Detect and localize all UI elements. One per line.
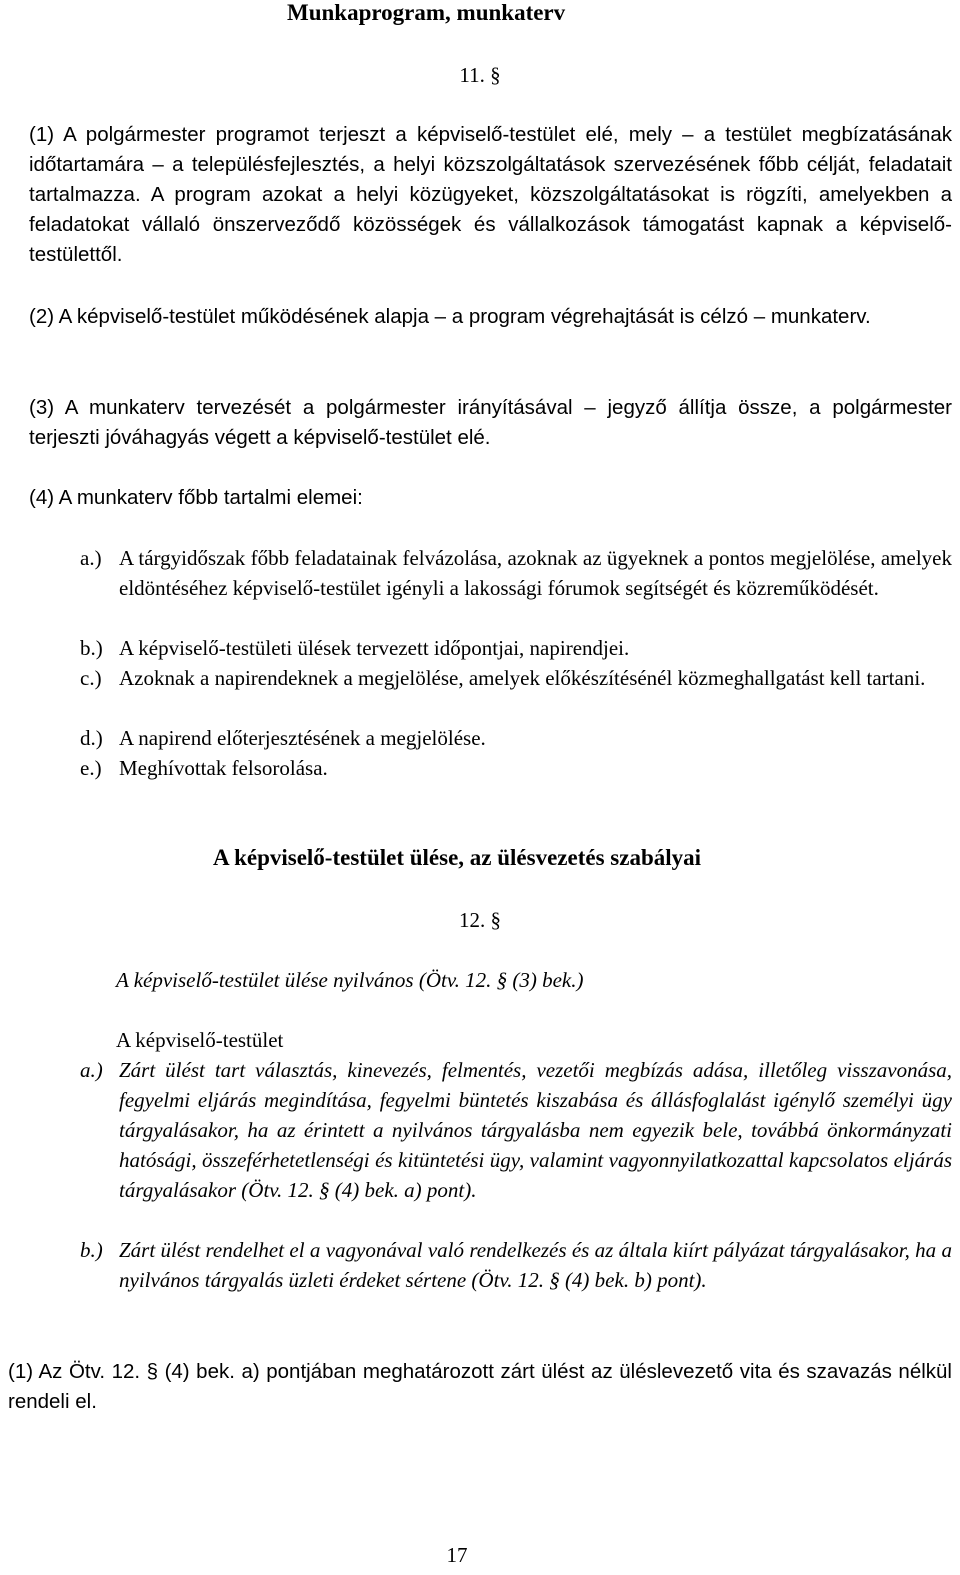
list-text: A képviselő-testületi ülések tervezett időpontjai, napirendjei. [119,636,630,660]
paragraph-1: (1) A polgármester programot terjeszt a képviselő-testület elé, mely – a testület megbízatásának időtartamára – a településfejlesztés, a helyi közszolgáltatások szervezésének főbb célját, feladatait tartalmazza. A program azokat a helyi közügyeket, közszolgáltatásokat is rögzíti, amelyekben a feladatokat vállaló önszerveződő közösségek és vállalkozások támogatást kapnak a képviselő-testülettől. [29,123,952,266]
list-marker: b.) [80,1238,103,1262]
list-marker: c.) [80,666,102,690]
page-number: 17 [446,1543,468,1567]
list-text: Azoknak a napirendeknek a megjelölése, amelyek előkészítésénél közmeghallgatást kell tartani. [119,666,926,690]
paragraph-4: (4) A munkaterv főbb tartalmi elemei: [29,486,363,509]
list-item [80,543,952,633]
list-item [80,723,952,753]
paragraph-subtitle: A képviselő-testület ülése nyilvános (Ötv. 12. § (3) bek.) [116,968,584,992]
list-item [80,1235,952,1325]
list-marker: a.) [80,1058,103,1082]
list-marker: d.) [80,726,103,750]
paragraph-number: 12. § [459,908,501,932]
intro-text: A képviselő-testület [116,1028,284,1052]
paragraph-2: (2) A képviselő-testület működésének alapja – a program végrehajtását is célzó – munkaterv. [29,305,871,328]
list-item [80,753,952,783]
list-text: A napirend előterjesztésének a megjelölése. [119,726,486,750]
list-text: A tárgyidőszak főbb feladatainak felvázolása, azoknak az ügyeknek a pontos megjelölése, amelyek eldöntéséhez képviselő-testület igényli a lakossági fórumok segítségét és közreműködését. [119,546,952,600]
list-text: Zárt ülést tart választás, kinevezés, felmentés, vezetői megbízás adása, illetőleg visszavonása, fegyelmi eljárás megindítása, fegyelmi büntetés kiszabása és állásfoglalást igénylő személyi ügy tárgyalásakor, ha az érintett a nyilvános tárgyalásba nem egyezik bele, továbbá önkormányzati hatósági, összeférhetetlenségi és kitüntetési ügy, valamint vagyonnyilatkozattal kapcsolatos eljárás tárgyalásakor (Ötv. 12. § (4) bek. a) pont). [119,1058,952,1202]
paragraph-text: (1) Az Ötv. 12. § (4) bek. a) pontjában meghatározott zárt ülést az üléslevezető vita és szavazás nélkül rendeli el. [8,1360,952,1413]
list-marker: a.) [80,546,102,570]
list-marker: e.) [80,756,102,780]
paragraph-number: 11. § [459,63,501,87]
paragraph-1b [8,1357,952,1417]
section-title: Munkaprogram, munkaterv [287,0,566,25]
list-item [80,663,952,723]
section-title: A képviselő-testület ülése, az ülésvezetés szabályai [212,845,702,870]
list-text: Meghívottak felsorolása. [119,756,328,780]
list-item [80,1055,952,1235]
paragraph-3: (3) A munkaterv tervezését a polgármester irányításával – jegyző állítja össze, a polgármester terjeszti jóváhagyás végett a képviselő-testület elé. [29,396,952,449]
list-text: Zárt ülést rendelhet el a vagyonával való rendelkezés és az általa kiírt pályázat tárgyalásakor, ha a nyilvános tárgyalás üzleti érdeket sértene (Ötv. 12. § (4) bek. b) pont). [119,1238,952,1292]
list-item [80,633,952,663]
list-marker: b.) [80,636,103,660]
